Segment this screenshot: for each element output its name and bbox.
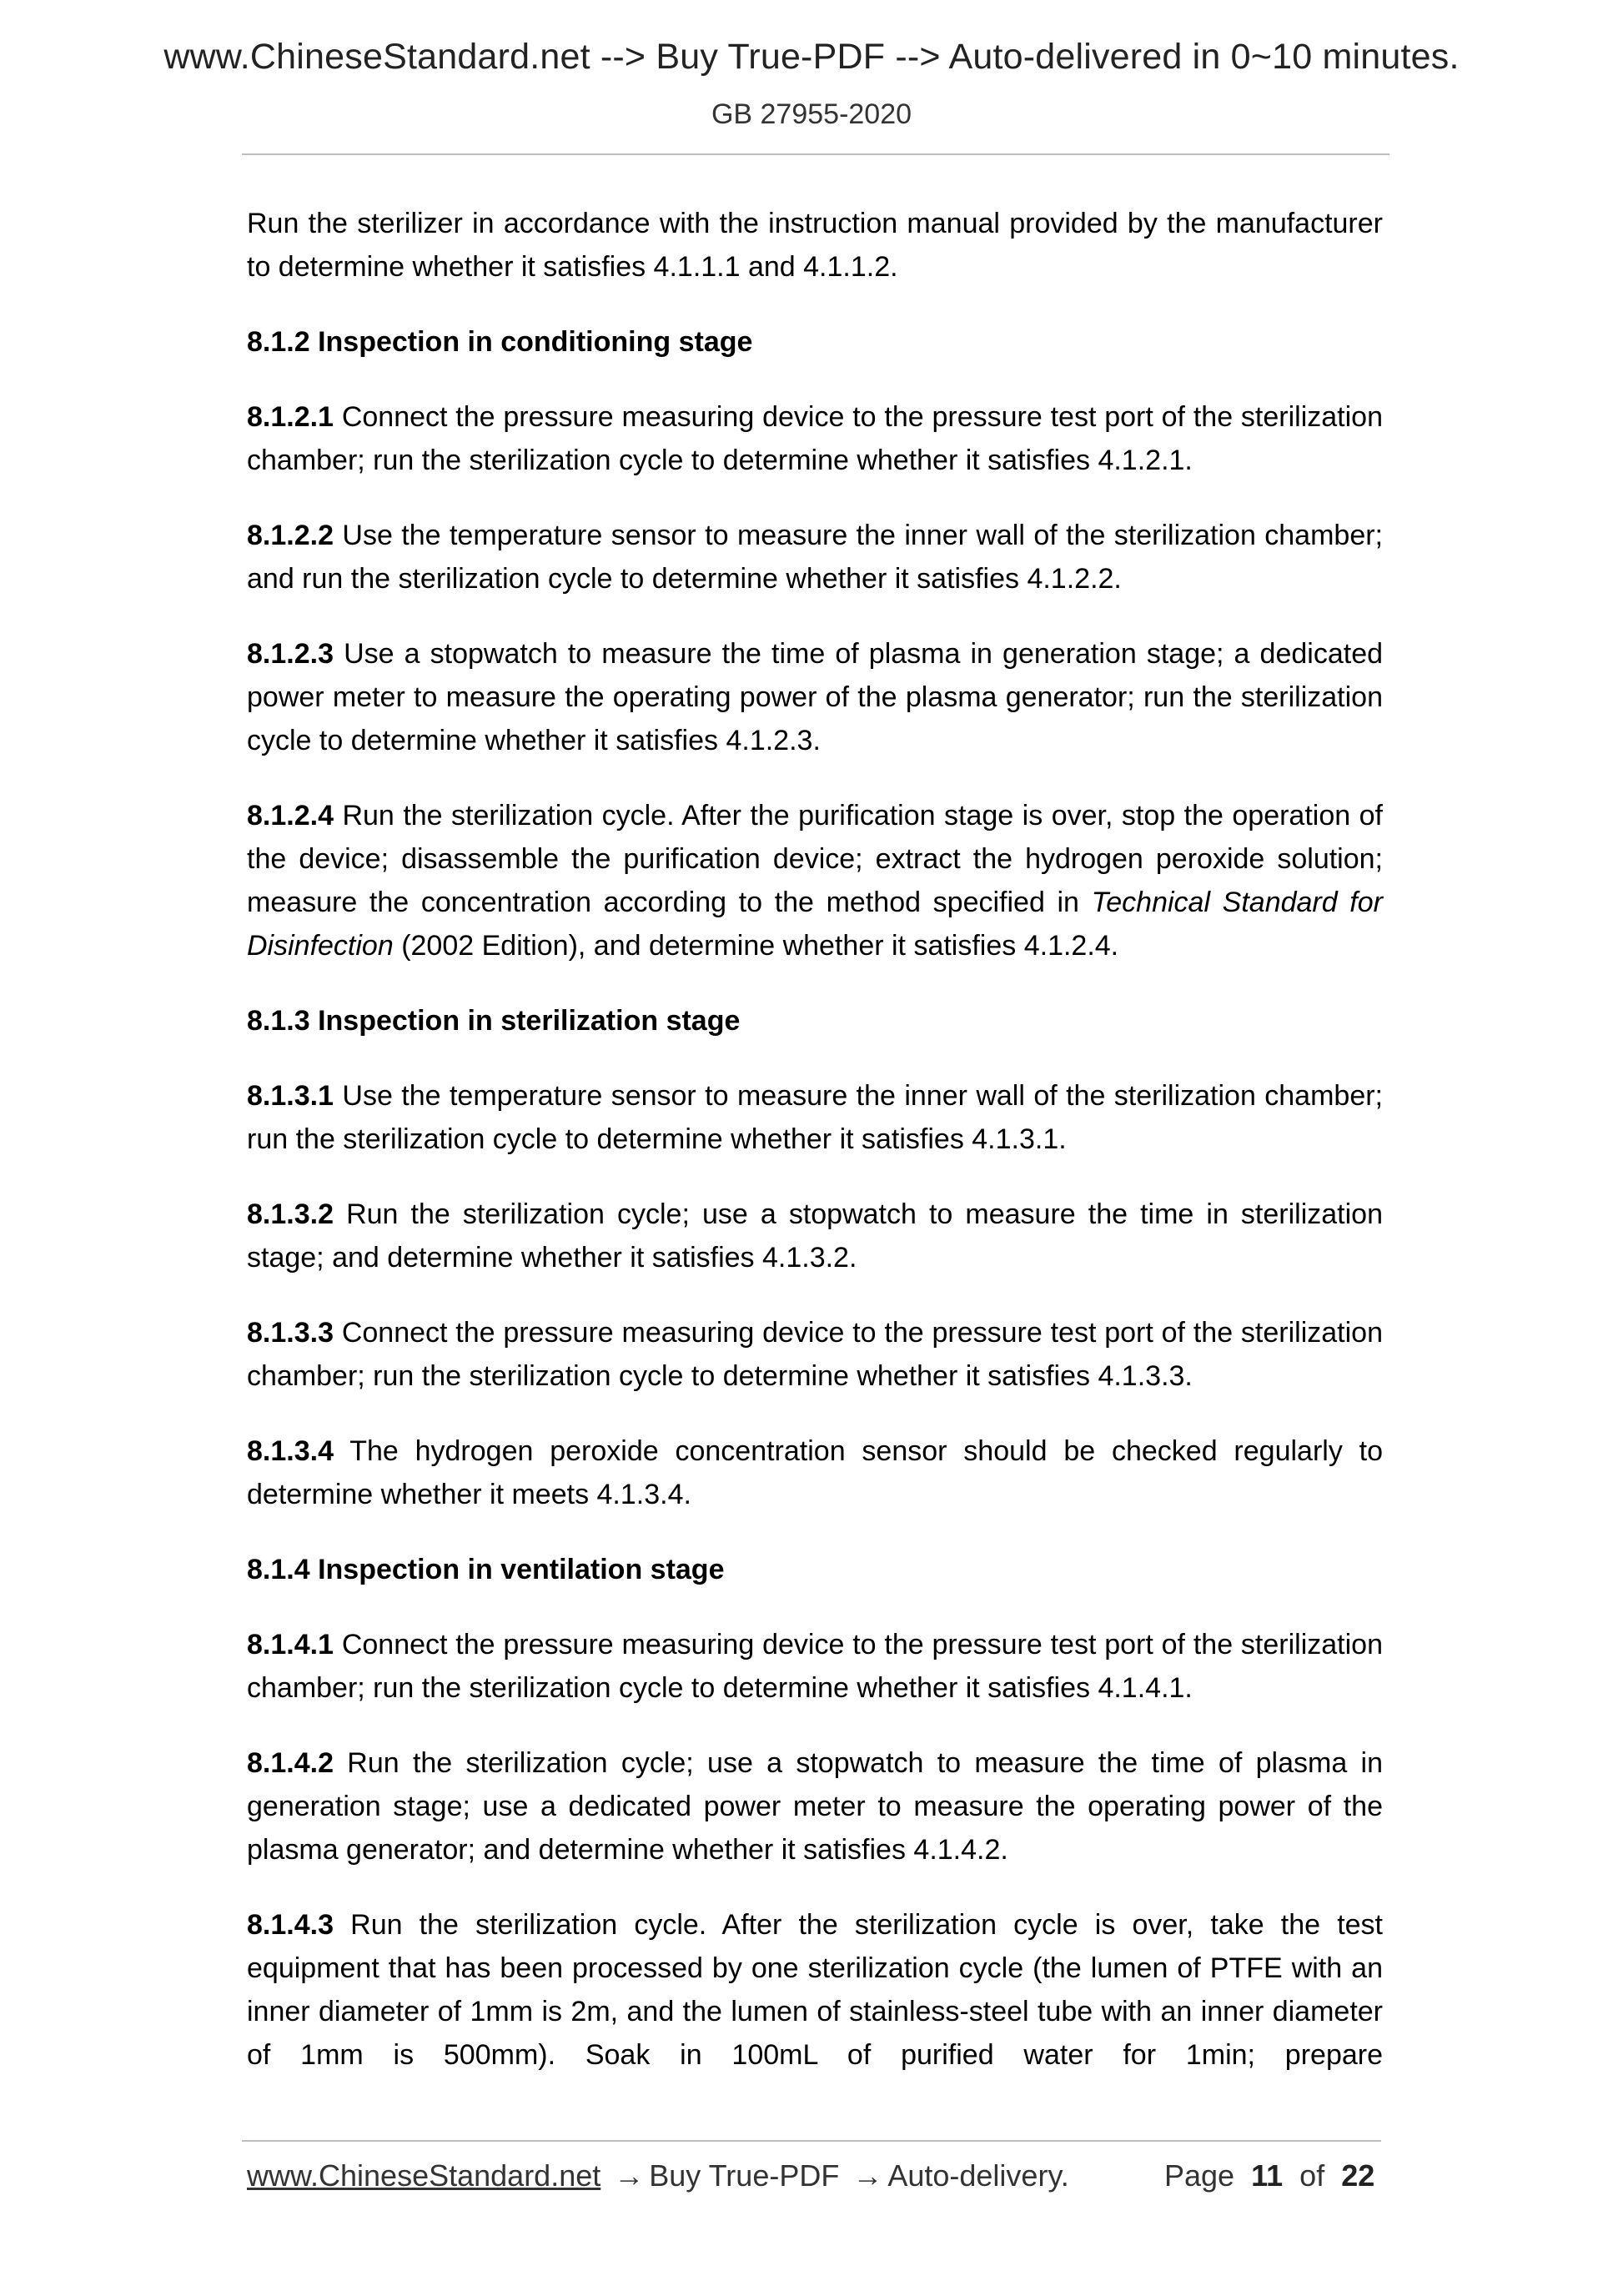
clause-number: 8.1.4.3 [247,1909,334,1941]
clause-8-1-4-2 [247,1741,1383,1871]
clause-number: 8.1.4.1 [247,1629,334,1660]
cited-standard-title: Technical Standard for Disinfection [247,887,1383,962]
clause-text: Use the temperature sensor to measure the inner wall of the sterilization chamber; run the sterilization cycle to determine whether it satisfies 4.1.3.1. [247,1080,1383,1155]
section-heading-8-1-3: 8.1.3 Inspection in sterilization stage [247,1005,741,1037]
auto-delivery-text: Auto-delivery. [887,2158,1069,2193]
clause-text: Use the temperature sensor to measure the inner wall of the sterilization chamber; and run the sterilization cycle to determine whether it satisfies 4.1.2.2. [247,520,1383,595]
total-pages-number: 22 [1341,2158,1375,2193]
clause-text: Run the sterilization cycle; use a stopwatch to measure the time of plasma in generation stage; use a dedicated power meter to measure the operating power of the plasma generator; and determine whether it satisfies 4.1.4.2. [247,1747,1384,1866]
clause-number: 8.1.4.2 [247,1747,334,1779]
clause-text: Connect the pressure measuring device to the pressure test port of the sterilization chamber; run the sterilization cycle to determine whether it satisfies 4.1.2.1. [247,401,1383,476]
clause-number: 8.1.2.1 [247,401,334,433]
clause-8-1-2-4 [247,794,1383,967]
clause-8-1-3-3 [247,1311,1383,1398]
clause-text: Run the sterilization cycle; use a stopwatch to measure the time in sterilization stage; and determine whether it satisfies 4.1.3.2. [247,1198,1383,1274]
page-footer [247,2158,1383,2193]
section-heading-8-1-4: 8.1.4 Inspection in ventilation stage [247,1554,725,1585]
clause-8-1-3-2 [247,1193,1383,1279]
intro-paragraph: Run the sterilizer in accordance with the instruction manual provided by the manufacturer to determine whether it satisfies 4.1.1.1 and 4.1.1.2. [247,208,1383,283]
footer-divider [242,2140,1381,2142]
page-label: Page [1164,2158,1235,2193]
clause-text-cont: (2002 Edition), and determine whether it satisfies 4.1.2.4. [401,930,1119,962]
clause-text: Run the sterilization cycle. After the sterilization cycle is over, take the test equipment that has been processed by one sterilization cycle (the lumen of PTFE with an inner diameter of 1mm is 2m, and the lumen of stainless-steel tube with an inner diameter of 1mm is 500mm). Soak in 100mL of purified water for 1min; prepare [247,1909,1383,2071]
clause-text: Use a stopwatch to measure the time of plasma in generation stage; a dedicated power meter to measure the operating power of the plasma generator; run the sterilization cycle to determine whether it satisfies 4.1.2.3. [247,638,1384,756]
section-heading-8-1-2: 8.1.2 Inspection in conditioning stage [247,326,753,358]
site-link[interactable]: www.ChineseStandard.net [247,2158,601,2193]
clause-text: Run the sterilization cycle. After the purification stage is over, stop the operation of the device; disassemble the purification device; extract the hydrogen peroxide solution; measure the concentration according to the method specified in [247,800,1383,918]
header-divider [242,153,1389,155]
clause-number: 8.1.3.2 [247,1198,334,1230]
standard-code: GB 27955-2020 [711,98,912,130]
clause-text: The hydrogen peroxide concentration sensor should be checked regularly to determine whether it meets 4.1.3.4. [247,1435,1383,1510]
clause-8-1-2-1 [247,395,1383,482]
clause-8-1-2-3 [247,632,1383,762]
of-label: of [1299,2158,1325,2193]
clause-number: 8.1.2.2 [247,520,334,551]
arrow-right-icon: → [614,2158,645,2193]
clause-8-1-2-2 [247,514,1383,600]
document-body [247,202,1383,2077]
clause-8-1-4-3 [247,1903,1383,2077]
site-banner: www.ChineseStandard.net --> Buy True-PDF --> Auto-delivered in 0~10 minutes. [163,37,1460,77]
clause-number: 8.1.3.4 [247,1435,334,1467]
buy-true-pdf-text: Buy True-PDF [649,2158,840,2193]
clause-number: 8.1.3.3 [247,1317,334,1349]
clause-text: Connect the pressure measuring device to the pressure test port of the sterilization chamber; run the sterilization cycle to determine whether it satisfies 4.1.4.1. [247,1629,1383,1704]
clause-8-1-3-1 [247,1074,1383,1161]
clause-text: Connect the pressure measuring device to the pressure test port of the sterilization chamber; run the sterilization cycle to determine whether it satisfies 4.1.3.3. [247,1317,1383,1392]
clause-8-1-3-4 [247,1429,1383,1516]
current-page-number: 11 [1251,2158,1284,2193]
clause-8-1-4-1 [247,1623,1383,1710]
clause-number: 8.1.2.4 [247,800,334,831]
clause-number: 8.1.3.1 [247,1080,334,1112]
clause-number: 8.1.2.3 [247,638,334,670]
page-indicator [1164,2158,1374,2193]
arrow-right-icon: → [852,2158,883,2193]
